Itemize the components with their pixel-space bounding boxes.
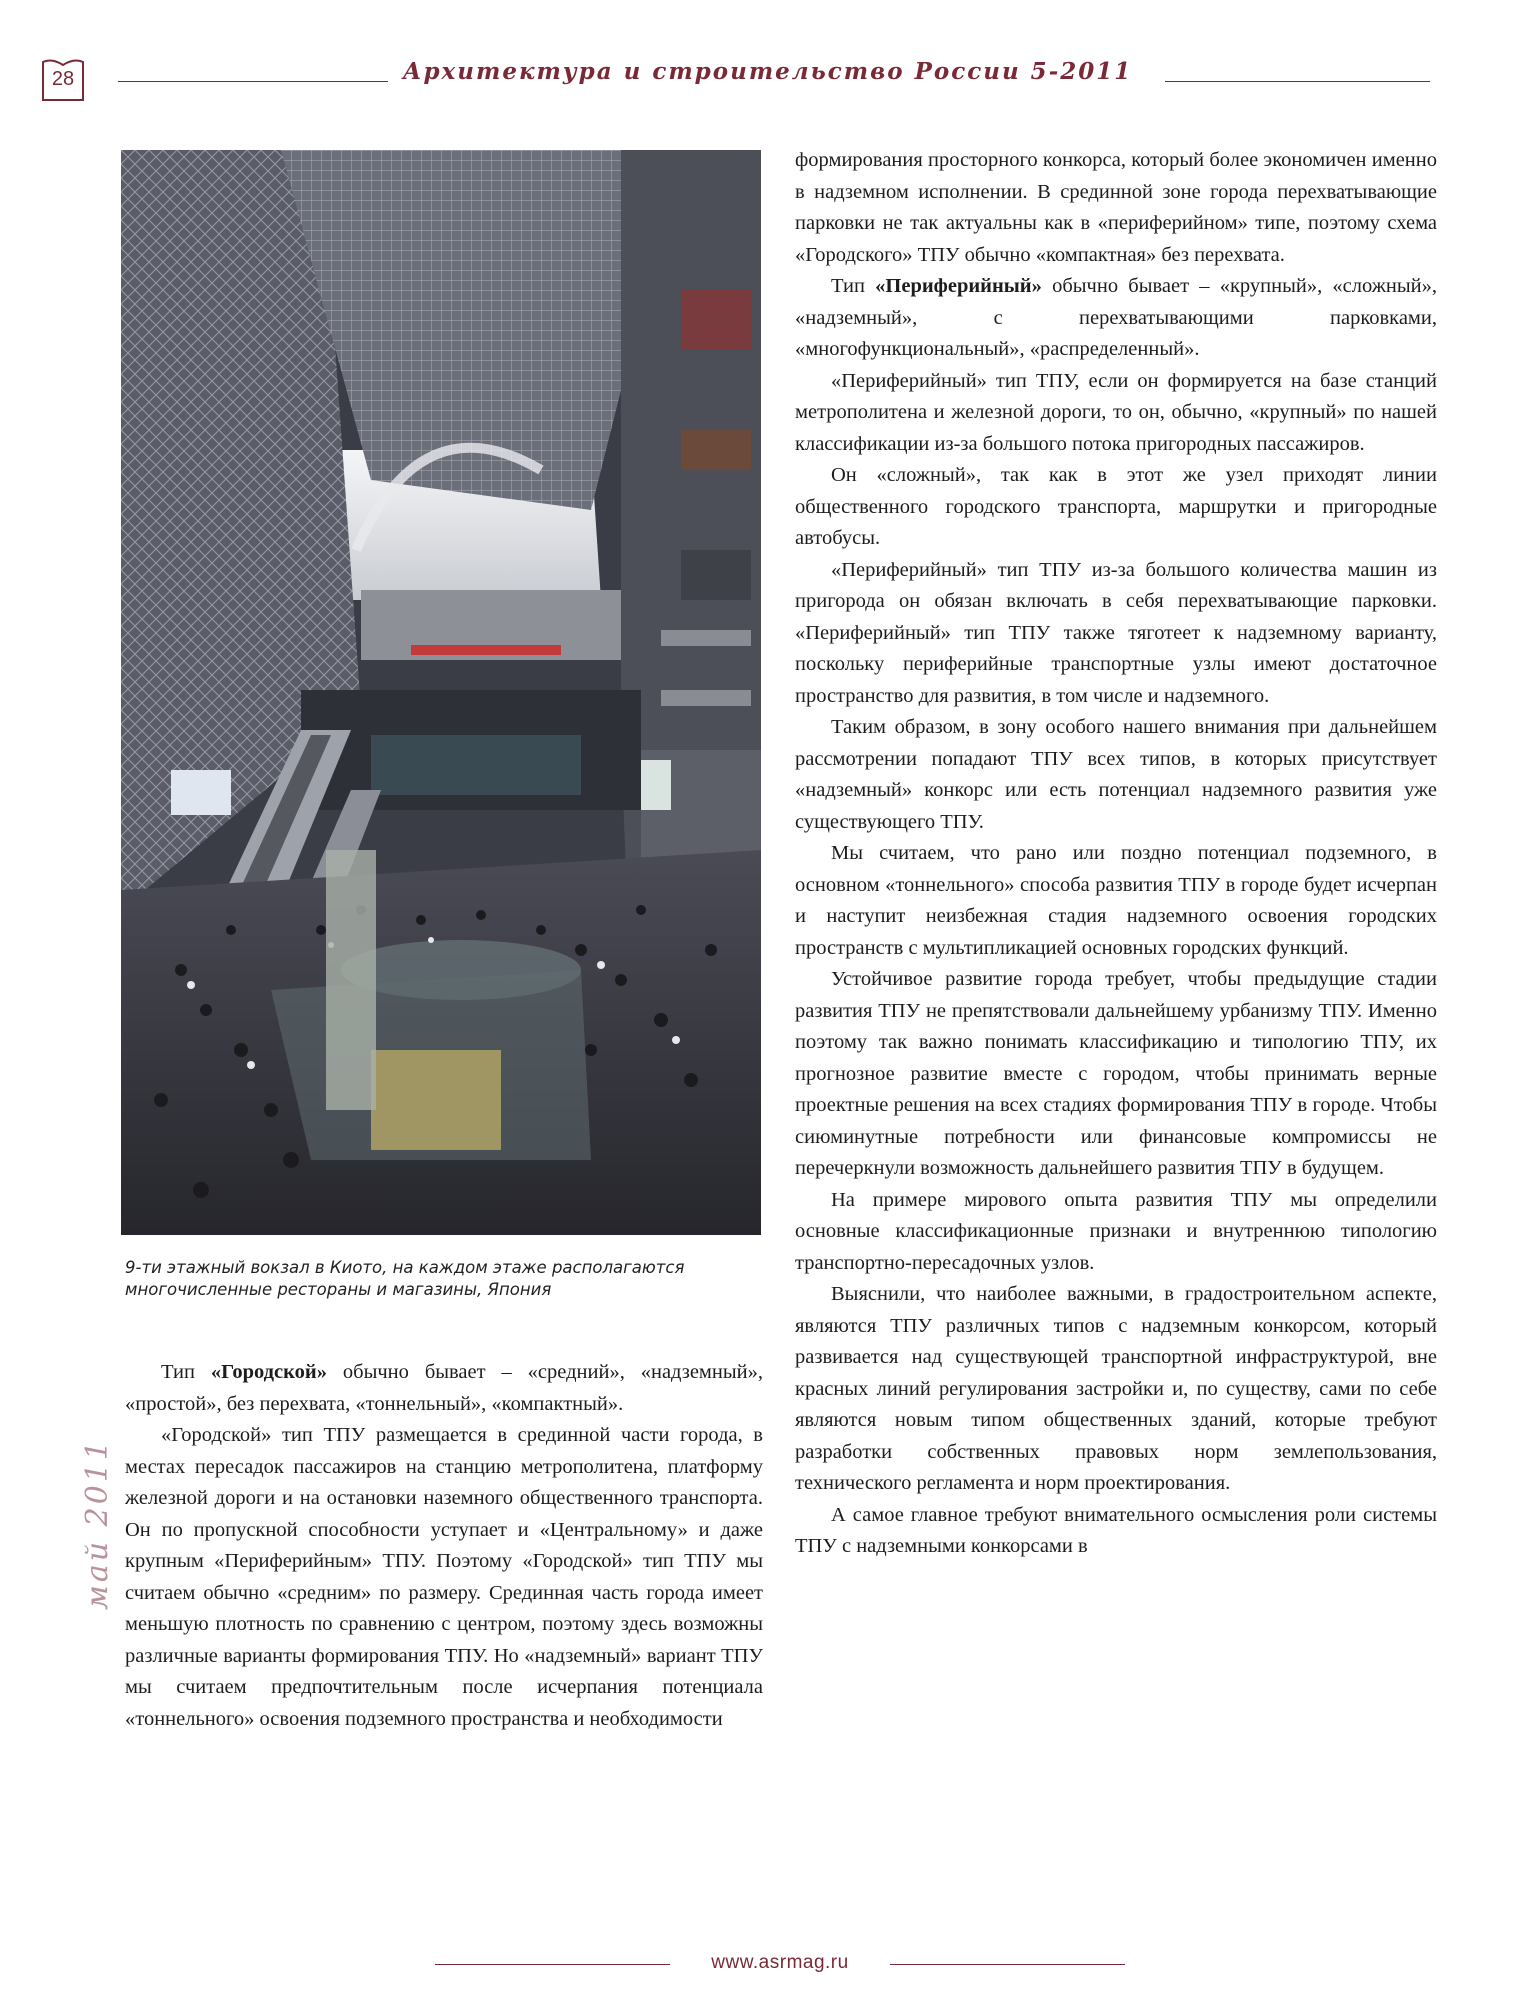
- paragraph: Таким образом, в зону особого нашего внимания при дальнейшем рассмотрении попадают ТПУ всех типов, в которых присутствует «надземный» конкорс или есть потенциал надземного развития уже существующего ТПУ.: [795, 716, 1437, 833]
- header-rule-right: [1165, 81, 1430, 82]
- paragraph: «Городской» тип ТПУ размещается в срединной части города, в местах пересадок пассажиров на станцию метрополитена, платформу железной дороги и на остановки наземного общественного транспорта. Он по пропускной способности уступает и «Центральному» и даже крупным «Периферийным» ТПУ. Поэтому «Городской» тип ТПУ мы считаем обычно «средним» по размеру. Срединная часть города имеет меньшую плотность по сравнению с центром, поэтому здесь возможны различные варианты формирования ТПУ. Но «надземный» вариант ТПУ мы считаем предпочтительным после исчерпания потенциала «тоннельного» освоения подземного пространства и необходимости: [125, 1424, 763, 1730]
- paragraph: Тип «Периферийный» обычно бывает – «крупный», «сложный», «надземный», с перехватывающими парковками, «многофункциональный», «распределенный».: [795, 275, 1438, 360]
- footer-rule-left: [435, 1964, 670, 1965]
- left-text-column: [125, 1357, 763, 1735]
- page-number-badge: [40, 56, 86, 104]
- paragraph: формирования просторного конкорса, который более экономичен именно в надземном исполнении. В срединной зоне города перехватывающие парковки не так актуальны как в «периферийном» типе, поэтому схема «Городского» ТПУ обычно «компактная» без перехвата.: [795, 149, 1437, 266]
- bold-term: «Периферийный»: [875, 275, 1042, 297]
- photo-caption: 9-ти этажный вокзал в Киото, на каждом этаже располагаются многочисленные рестораны и магазины, Япония: [125, 1258, 685, 1299]
- issue-date-side-text: май 2011: [80, 1438, 115, 1610]
- magazine-title: Архитектура и строительство России 5-2011: [402, 58, 1133, 85]
- paragraph: А самое главное требуют внимательного осмысления роли системы ТПУ с надземными конкорсами в: [795, 1503, 1437, 1557]
- paragraph: «Периферийный» тип ТПУ, если он формируется на базе станций метрополитена и железной дороги, то он, обычно, «крупный» по нашей классификации из-за большого потока пригородных пассажиров.: [795, 369, 1437, 455]
- kyoto-station-photo: [121, 150, 761, 1235]
- paragraph: Он «сложный», так как в этот же узел приходят линии общественного городского транспорта, маршрутки и пригородные автобусы.: [795, 464, 1437, 549]
- paragraph: Мы считаем, что рано или поздно потенциал подземного, в основном «тоннельного» способа развития ТПУ в городе будет исчерпан и наступит неизбежная стадия надземного освоения городских пространств с мультипликацией основных городских функций.: [795, 842, 1437, 959]
- header-rule-left: [118, 81, 388, 82]
- website-url[interactable]: www.asrmag.ru: [711, 1952, 849, 1973]
- bold-term: «Городской»: [210, 1361, 327, 1383]
- paragraph: Выяснили, что наиболее важными, в градостроительном аспекте, являются ТПУ различных типов с надземным конкорсом, который развивается над существующей транспортной инфраструктурой, вне красных линий регулирования застройки и, по существу, сами по себе являются новым типом общественных зданий, которые требуют разработки собственных правовых норм землепользования, технического регламента и норм проектирования.: [795, 1283, 1437, 1494]
- right-text-column: [795, 145, 1437, 1563]
- paragraph: Тип «Городской» обычно бывает – «средний», «надземный», «простой», без перехвата, «тоннельный», «компактный».: [125, 1361, 763, 1415]
- paragraph: На примере мирового опыта развития ТПУ мы определили основные классификационные признаки и внутреннюю типологию транспортно-пересадочных узлов.: [795, 1188, 1437, 1274]
- paragraph: «Периферийный» тип ТПУ из-за большого количества машин из пригорода он обязан включать в себя перехватывающие парковки. «Периферийный» тип ТПУ также тяготеет к надземному варианту, поскольку периферийные транспортные узлы имеют достаточное пространство для развития, в том числе и надземного.: [795, 558, 1437, 707]
- page-number: 28: [51, 68, 75, 90]
- paragraph: Устойчивое развитие города требует, чтобы предыдущие стадии развития ТПУ не препятствовали дальнейшему урбанизму ТПУ. Именно поэтому так важно понимать классификацию и типологию ТПУ, их прогнозное развитие вместе с городом, чтобы принимать верные проектные решения на всех стадиях формирования ТПУ в городе. Чтобы сиюминутные потребности или финансовые компромиссы не перечеркнули возможность дальнейшего развития ТПУ в будущем.: [795, 968, 1437, 1179]
- footer-rule-right: [890, 1964, 1125, 1965]
